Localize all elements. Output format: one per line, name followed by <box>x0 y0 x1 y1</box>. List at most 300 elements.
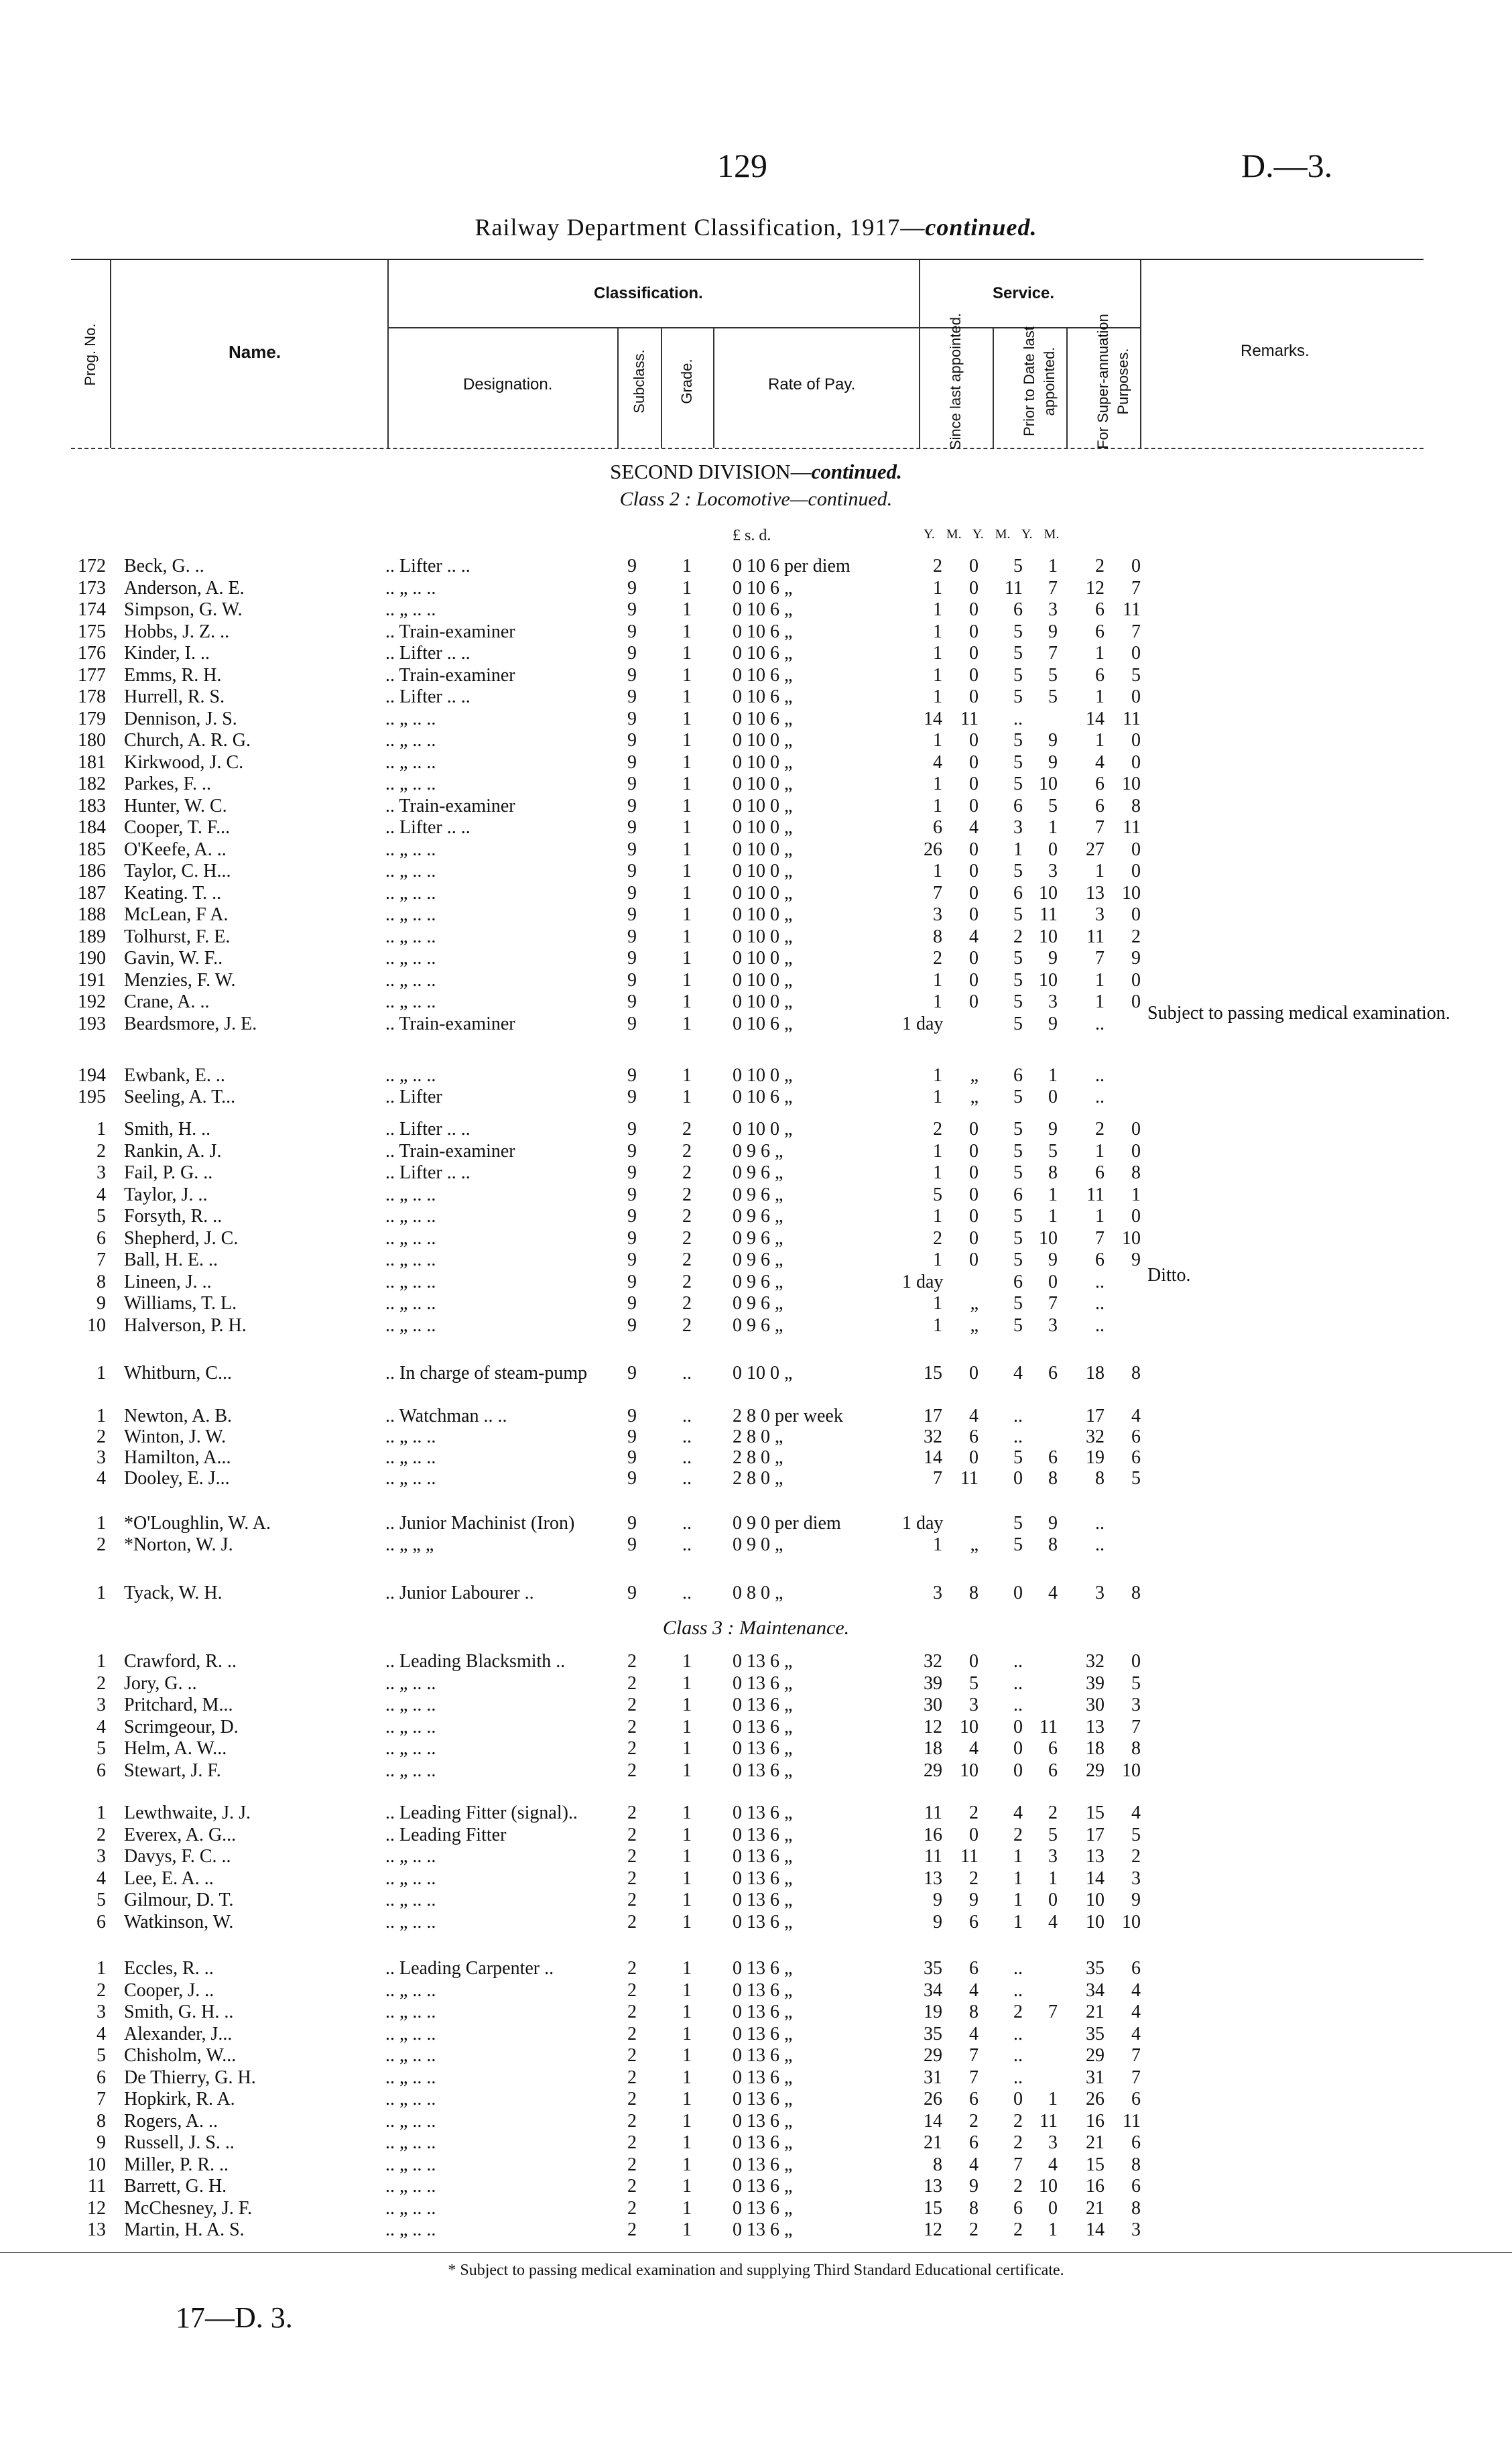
cell-prior-years: 5 <box>1013 686 1023 707</box>
header-remarks: Remarks. <box>1241 342 1310 360</box>
cell-since-months: 0 <box>969 1184 979 1205</box>
cell-prog-no: 181 <box>78 751 106 773</box>
cell-subclass: 2 <box>627 1890 637 1910</box>
header-rate-of-pay: Rate of Pay. <box>768 375 856 393</box>
cell-since-years: 9 <box>933 1890 942 1910</box>
cell-since-years: 1 <box>933 1140 942 1162</box>
header-service: Service. <box>993 284 1055 302</box>
cell-subclass: 2 <box>627 2023 637 2044</box>
cell-name: Simpson, G. W. <box>124 599 243 620</box>
cell-subclass: 2 <box>627 1695 637 1715</box>
cell-prior-years: 1 <box>1013 1911 1023 1932</box>
cell-since-months: 0 <box>969 1824 979 1845</box>
cell-name: Keating. T. .. <box>124 882 222 904</box>
cell-prior-years: .. <box>1013 2045 1023 2066</box>
cell-since-months: 0 <box>969 861 979 881</box>
cell-subclass: 2 <box>627 2067 637 2088</box>
cell-prior-years: .. <box>1013 1651 1023 1672</box>
cell-prior-years: 2 <box>1013 2110 1023 2132</box>
cell-super-months: 6 <box>1131 2089 1141 2109</box>
table-row <box>0 751 1512 774</box>
cell-prog-no: 185 <box>78 839 106 860</box>
cell-prior-years: 5 <box>1013 1119 1023 1140</box>
cell-prior-months: 6 <box>1048 1447 1058 1468</box>
cell-since-months: 0 <box>969 664 979 686</box>
cell-prior-years: 1 <box>1013 1890 1023 1910</box>
cell-super-months: 0 <box>1131 1206 1141 1227</box>
cell-rate-of-pay: 0 10 0 „ <box>733 839 793 860</box>
cell-rate-of-pay: 0 10 6 „ <box>733 708 793 729</box>
cell-grade: 1 <box>682 1890 692 1910</box>
table-row <box>0 1205 1512 1228</box>
cell-since-months: 11 <box>960 1846 979 1867</box>
cell-designation: .. Lifter .. .. <box>385 1119 470 1140</box>
cell-designation: .. „ .. .. <box>385 2110 436 2132</box>
cell-grade: 2 <box>682 1184 692 1205</box>
cell-grade: 1 <box>682 2132 692 2153</box>
cell-rate-of-pay: 0 10 6 „ <box>733 621 793 642</box>
table-row <box>0 860 1512 883</box>
cell-rate-of-pay: 0 13 6 „ <box>733 1824 793 1845</box>
cell-super-years: 14 <box>1086 2219 1105 2240</box>
cell-designation: .. Train-examiner <box>385 621 515 642</box>
cell-prior-years: 0 <box>1013 1760 1023 1781</box>
cell-grade: 2 <box>682 1140 692 1162</box>
cell-designation: .. „ .. .. <box>385 2219 436 2240</box>
cell-since-months: 2 <box>969 1867 979 1889</box>
cell-designation: .. „ .. .. <box>385 1184 436 1205</box>
cell-subclass: 9 <box>627 774 637 794</box>
cell-subclass: 9 <box>627 926 637 947</box>
cell-name: O'Keefe, A. .. <box>124 839 227 860</box>
cell-prior-years: 2 <box>1013 2176 1023 2197</box>
cell-prior-years: 6 <box>1013 882 1023 904</box>
cell-since-years: 35 <box>924 1958 942 1979</box>
cell-name: Church, A. R. G. <box>124 730 251 751</box>
cell-since-months: 6 <box>969 2089 979 2109</box>
cell-subclass: 9 <box>627 621 637 642</box>
cell-prog-no: 187 <box>78 882 106 904</box>
table-row <box>0 1405 1512 1428</box>
cell-name: Kirkwood, J. C. <box>124 751 244 773</box>
cell-designation: .. Lifter .. .. <box>385 643 470 664</box>
page-title <box>0 213 1512 241</box>
table-row <box>0 1162 1512 1184</box>
cell-prior-years: 5 <box>1013 621 1023 642</box>
cell-prog-no: 4 <box>97 1468 106 1489</box>
cell-rate-of-pay: 0 13 6 „ <box>733 2176 793 2197</box>
cell-name: Martin, H. A. S. <box>124 2219 245 2240</box>
cell-super-months: 6 <box>1131 2176 1141 2197</box>
cell-prog-no: 2 <box>97 1426 106 1447</box>
cell-designation: .. „ .. .. <box>385 751 436 773</box>
cell-grade: 1 <box>682 599 692 620</box>
cell-grade: .. <box>682 1468 692 1489</box>
cell-prior-years: .. <box>1013 1426 1023 1447</box>
cell-super-months: 3 <box>1131 2219 1141 2240</box>
cell-name: Lee, E. A. .. <box>124 1867 214 1889</box>
cell-subclass: 2 <box>627 1802 637 1823</box>
cell-name: Watkinson, W. <box>124 1911 234 1932</box>
table-row <box>0 2044 1512 2067</box>
cell-super-months: 5 <box>1131 1824 1141 1845</box>
cell-prior-years: .. <box>1013 1979 1023 2001</box>
cell-name: Parkes, F. .. <box>124 774 211 794</box>
cell-subclass: 2 <box>627 2132 637 2153</box>
cell-rate-of-pay: 0 13 6 „ <box>733 2067 793 2088</box>
cell-rate-of-pay: 0 10 0 „ <box>733 861 793 881</box>
cell-subclass: 9 <box>627 948 637 969</box>
cell-super-months: 4 <box>1131 1979 1141 2001</box>
cell-prior-years: 6 <box>1013 1065 1023 1086</box>
cell-prior-years: 1 <box>1013 1846 1023 1867</box>
cell-prog-no: 6 <box>97 1760 106 1781</box>
table-row <box>0 1716 1512 1739</box>
cell-grade: 2 <box>682 1293 692 1314</box>
cell-since-months: 0 <box>969 1227 979 1249</box>
cell-prior-years: 5 <box>1013 664 1023 686</box>
cell-since-years: 11 <box>924 1846 942 1867</box>
cell-name: Williams, T. L. <box>124 1293 237 1314</box>
class-2-heading: Class 2 : Locomotive—continued. <box>619 488 893 510</box>
cell-grade: 1 <box>682 2219 692 2240</box>
cell-super-years: 29 <box>1086 1760 1105 1781</box>
cell-super-months: 10 <box>1122 1911 1141 1932</box>
cell-super-months: 7 <box>1131 2067 1141 2088</box>
cell-grade: 1 <box>682 2154 692 2175</box>
cell-prog-no: 193 <box>78 1013 106 1034</box>
cell-super-months: 8 <box>1131 1738 1141 1759</box>
cell-prior-years: 5 <box>1013 1513 1023 1534</box>
cell-prior-months: 9 <box>1048 1513 1058 1534</box>
cell-grade: 1 <box>682 1065 692 1086</box>
cell-super-years: .. <box>1095 1293 1105 1314</box>
cell-prior-years: 0 <box>1013 2089 1023 2109</box>
cell-designation: .. „ .. .. <box>385 1695 436 1715</box>
cell-super-years: 18 <box>1086 1738 1105 1759</box>
cell-prog-no: 1 <box>97 1583 106 1603</box>
cell-since-years: 34 <box>924 1979 942 2001</box>
cell-since-years: 14 <box>924 1447 942 1468</box>
cell-since-years: 1 <box>933 1314 942 1336</box>
cell-since-months: 0 <box>969 556 979 576</box>
cell-since-months: 0 <box>969 643 979 664</box>
cell-super-months: 8 <box>1131 2154 1141 2175</box>
cell-subclass: 2 <box>627 2176 637 2197</box>
cell-subclass: 9 <box>627 708 637 729</box>
cell-super-years: 1 <box>1095 686 1105 707</box>
cell-since-years: 8 <box>933 2154 942 2175</box>
cell-rate-of-pay: 0 10 0 „ <box>733 991 793 1012</box>
cell-prior-years: 2 <box>1013 2132 1023 2153</box>
cell-grade: 1 <box>682 1651 692 1672</box>
cell-designation: .. Lifter .. .. <box>385 686 470 707</box>
cell-name: *O'Loughlin, W. A. <box>124 1513 271 1534</box>
cell-super-months: 10 <box>1122 774 1141 794</box>
cell-since-months: 10 <box>960 1716 979 1737</box>
header-prior: Prior to Date last appointed. <box>1021 326 1058 436</box>
cell-since-months: 7 <box>969 2045 979 2066</box>
cell-subclass: 2 <box>627 2110 637 2132</box>
cell-subclass: 2 <box>627 2219 637 2240</box>
cell-prog-no: 1 <box>97 1513 106 1534</box>
cell-prior-years: 6 <box>1013 1271 1023 1292</box>
cell-name: Lewthwaite, J. J. <box>124 1802 251 1823</box>
cell-rate-of-pay: 0 9 6 „ <box>733 1184 783 1205</box>
footnote-rule <box>0 2252 1512 2253</box>
cell-super-months: 7 <box>1131 1716 1141 1737</box>
table-row <box>0 947 1512 970</box>
cell-since-months: 0 <box>969 577 979 599</box>
table-row <box>0 795 1512 818</box>
cell-name: Hurrell, R. S. <box>124 686 225 707</box>
cell-subclass: 2 <box>627 1867 637 1889</box>
cell-prog-no: 2 <box>97 1824 106 1845</box>
cell-rate-of-pay: 0 10 6 „ <box>733 664 793 686</box>
cell-super-years: 16 <box>1086 2110 1105 2132</box>
cell-name: Winton, J. W. <box>124 1426 227 1447</box>
cell-since-years: 2 <box>933 1119 942 1140</box>
cell-name: Hunter, W. C. <box>124 795 227 816</box>
cell-rate-of-pay: 0 10 0 „ <box>733 1119 793 1140</box>
cell-prior-months: 0 <box>1048 1087 1058 1107</box>
cell-prior-years: 0 <box>1013 1583 1023 1603</box>
cell-prior-months: 11 <box>1040 1716 1058 1737</box>
cell-since-years: 6 <box>933 817 942 838</box>
cell-since-months: 4 <box>969 1979 979 2001</box>
cell-prog-no: 3 <box>97 1846 106 1867</box>
table-row <box>0 555 1512 578</box>
cell-subclass: 9 <box>627 599 637 620</box>
cell-grade: 1 <box>682 2002 692 2022</box>
cell-super-years: 14 <box>1086 708 1105 729</box>
cell-prior-months: 9 <box>1048 948 1058 969</box>
cell-name: Menzies, F. W. <box>124 969 236 991</box>
cell-prog-no: 6 <box>97 1227 106 1249</box>
cell-prog-no: 2 <box>97 1534 106 1555</box>
cell-since-years: 30 <box>924 1695 942 1715</box>
cell-grade: 1 <box>682 948 692 969</box>
cell-prior-months: 6 <box>1048 1363 1058 1384</box>
cell-name: Alexander, J... <box>124 2023 233 2044</box>
cell-prog-no: 178 <box>78 686 106 707</box>
cell-since-months: 5 <box>969 1672 979 1694</box>
cell-rate-of-pay: 0 10 0 „ <box>733 730 793 751</box>
cell-grade: 1 <box>682 730 692 751</box>
cell-prog-no: 1 <box>97 1958 106 1979</box>
cell-since-months: 0 <box>969 795 979 816</box>
cell-prog-no: 4 <box>97 1184 106 1205</box>
cell-since-years: 29 <box>924 2045 942 2066</box>
cell-super-months: 7 <box>1131 621 1141 642</box>
table-row <box>0 816 1512 839</box>
cell-rate-of-pay: 0 13 6 „ <box>733 2089 793 2109</box>
cell-designation: .. „ .. .. <box>385 599 436 620</box>
cell-grade: 1 <box>682 991 692 1012</box>
cell-super-months: 10 <box>1122 882 1141 904</box>
cell-grade: 1 <box>682 2045 692 2066</box>
cell-grade: 1 <box>682 556 692 576</box>
cell-subclass: 9 <box>627 1426 637 1447</box>
cell-since-years: 8 <box>933 926 942 947</box>
cell-subclass: 2 <box>627 1716 637 1737</box>
cell-since-months: 0 <box>969 1206 979 1227</box>
cell-name: Dennison, J. S. <box>124 708 237 729</box>
cell-since-years: 1 <box>933 1065 942 1086</box>
cell-rate-of-pay: 0 13 6 „ <box>733 1958 793 1979</box>
cell-since-months: 3 <box>969 1695 979 1715</box>
table-row <box>0 1064 1512 1087</box>
table-row <box>0 1824 1512 1847</box>
cell-name: Smith, H. .. <box>124 1119 211 1140</box>
cell-since-years: 39 <box>924 1672 942 1694</box>
cell-prog-no: 8 <box>97 2110 106 2132</box>
cell-rate-of-pay: 0 10 6 „ <box>733 686 793 707</box>
cell-designation: .. „ .. .. <box>385 2132 436 2153</box>
cell-prior-months: 9 <box>1048 621 1058 642</box>
cell-subclass: 9 <box>627 839 637 860</box>
cell-super-years: 10 <box>1086 1890 1105 1910</box>
table-row <box>0 1889 1512 1912</box>
cell-grade: 1 <box>682 795 692 816</box>
cell-prior-months: 5 <box>1048 1140 1058 1162</box>
cell-prior-months: 1 <box>1048 1867 1058 1889</box>
cell-prior-years: 4 <box>1013 1363 1023 1384</box>
cell-super-years: 15 <box>1086 2154 1105 2175</box>
cell-grade: 1 <box>682 664 692 686</box>
cell-since-years: 11 <box>924 1802 942 1823</box>
cell-name: Whitburn, C... <box>124 1363 232 1384</box>
cell-subclass: 9 <box>627 1271 637 1292</box>
cell-grade: 1 <box>682 686 692 707</box>
cell-grade: 2 <box>682 1227 692 1249</box>
cell-prior-years: 5 <box>1013 774 1023 794</box>
header-subclass: Subclass. <box>631 349 647 414</box>
cell-super-months: 5 <box>1131 1672 1141 1694</box>
table-row <box>0 621 1512 643</box>
cell-prior-months: 5 <box>1048 795 1058 816</box>
cell-since-years: 1 <box>933 643 942 664</box>
cell-prior-years: .. <box>1013 1406 1023 1426</box>
cell-super-years: 1 <box>1095 730 1105 751</box>
cell-rate-of-pay: 2 8 0 per week <box>733 1406 843 1426</box>
cell-super-months: 9 <box>1131 948 1141 969</box>
cell-super-years: 15 <box>1086 1802 1105 1823</box>
cell-since-years: 17 <box>924 1406 942 1426</box>
cell-designation: .. „ .. .. <box>385 774 436 794</box>
cell-prog-no: 4 <box>97 1716 106 1737</box>
cell-prior-months: 5 <box>1048 686 1058 707</box>
cell-name: Jory, G. .. <box>124 1672 197 1694</box>
cell-grade: 1 <box>682 2110 692 2132</box>
cell-since-months: 0 <box>969 686 979 707</box>
cell-name: Taylor, C. H... <box>124 861 231 881</box>
printer-signature: 17—D. 3. <box>176 2301 293 2334</box>
cell-prior-months: 1 <box>1048 2089 1058 2109</box>
cell-grade: 1 <box>682 751 692 773</box>
cell-prog-no: 9 <box>97 1293 106 1314</box>
cell-prog-no: 184 <box>78 817 106 838</box>
cell-grade: 1 <box>682 1846 692 1867</box>
cell-super-months: 0 <box>1131 969 1141 991</box>
cell-grade: 1 <box>682 1695 692 1715</box>
cell-since-months: 0 <box>969 1119 979 1140</box>
header-superannuation: For Super-annuation Purposes. <box>1094 314 1131 449</box>
cell-since-years: 3 <box>933 904 942 925</box>
table-row <box>0 1271 1512 1294</box>
cell-subclass: 2 <box>627 1979 637 2001</box>
cell-super-months: 9 <box>1131 1249 1141 1270</box>
cell-subclass: 9 <box>627 1119 637 1140</box>
cell-subclass: 2 <box>627 1738 637 1759</box>
table-row <box>0 1118 1512 1141</box>
cell-rate-of-pay: 0 13 6 „ <box>733 1672 793 1694</box>
cell-grade: 1 <box>682 969 692 991</box>
cell-prog-no: 192 <box>78 991 106 1012</box>
cell-since-months: 11 <box>960 1468 979 1489</box>
cell-subclass: 9 <box>627 1468 637 1489</box>
cell-super-years: 26 <box>1086 2089 1105 2109</box>
cell-prog-no: 13 <box>87 2219 106 2240</box>
cell-prior-months: 6 <box>1048 1760 1058 1781</box>
cell-designation: .. „ .. .. <box>385 2023 436 2044</box>
cell-rate-of-pay: 0 9 0 „ <box>733 1534 783 1555</box>
cell-rate-of-pay: 0 13 6 „ <box>733 1846 793 1867</box>
cell-name: Taylor, J. .. <box>124 1184 208 1205</box>
division-continued: continued. <box>811 460 902 483</box>
table-row <box>0 1957 1512 1980</box>
cell-prior-months: 9 <box>1048 1013 1058 1034</box>
cell-super-months: 0 <box>1131 686 1141 707</box>
cell-prior-years: 5 <box>1013 969 1023 991</box>
cell-grade: 1 <box>682 1013 692 1034</box>
cell-super-months: 0 <box>1131 861 1141 881</box>
title-continued: continued. <box>925 214 1037 241</box>
cell-since-months: 10 <box>960 1760 979 1781</box>
cell-grade: 2 <box>682 1249 692 1270</box>
table-row <box>0 1227 1512 1250</box>
cell-super-months: 0 <box>1131 904 1141 925</box>
cell-designation: .. Train-examiner <box>385 1013 515 1034</box>
cell-grade: 1 <box>682 882 692 904</box>
cell-since-months: 6 <box>969 2132 979 2153</box>
cell-super-years: 7 <box>1095 817 1105 838</box>
table-row <box>0 1314 1512 1337</box>
cell-since-years: 7 <box>933 1468 942 1489</box>
table-row <box>0 1737 1512 1760</box>
cell-prog-no: 172 <box>78 556 106 576</box>
table-row <box>0 2219 1512 2242</box>
cell-rate-of-pay: 0 13 6 „ <box>733 1651 793 1672</box>
cell-grade: .. <box>682 1513 692 1534</box>
table-row <box>0 1086 1512 1109</box>
cell-rate-of-pay: 0 10 0 „ <box>733 1363 793 1384</box>
cell-prior-years: 5 <box>1013 643 1023 664</box>
cell-prog-no: 186 <box>78 861 106 881</box>
cell-grade: 1 <box>682 861 692 881</box>
cell-subclass: 9 <box>627 1227 637 1249</box>
cell-super-years: .. <box>1095 1087 1105 1107</box>
cell-since-months: „ <box>970 1065 979 1086</box>
cell-rate-of-pay: 0 10 0 „ <box>733 926 793 947</box>
cell-super-months: 11 <box>1123 817 1141 838</box>
cell-prior-months: 1 <box>1048 1184 1058 1205</box>
table-row <box>0 904 1512 926</box>
cell-subclass: 9 <box>627 577 637 599</box>
cell-super-years: 27 <box>1086 839 1105 860</box>
cell-super-years: 21 <box>1086 2197 1105 2219</box>
cell-prior-months: 9 <box>1048 730 1058 751</box>
